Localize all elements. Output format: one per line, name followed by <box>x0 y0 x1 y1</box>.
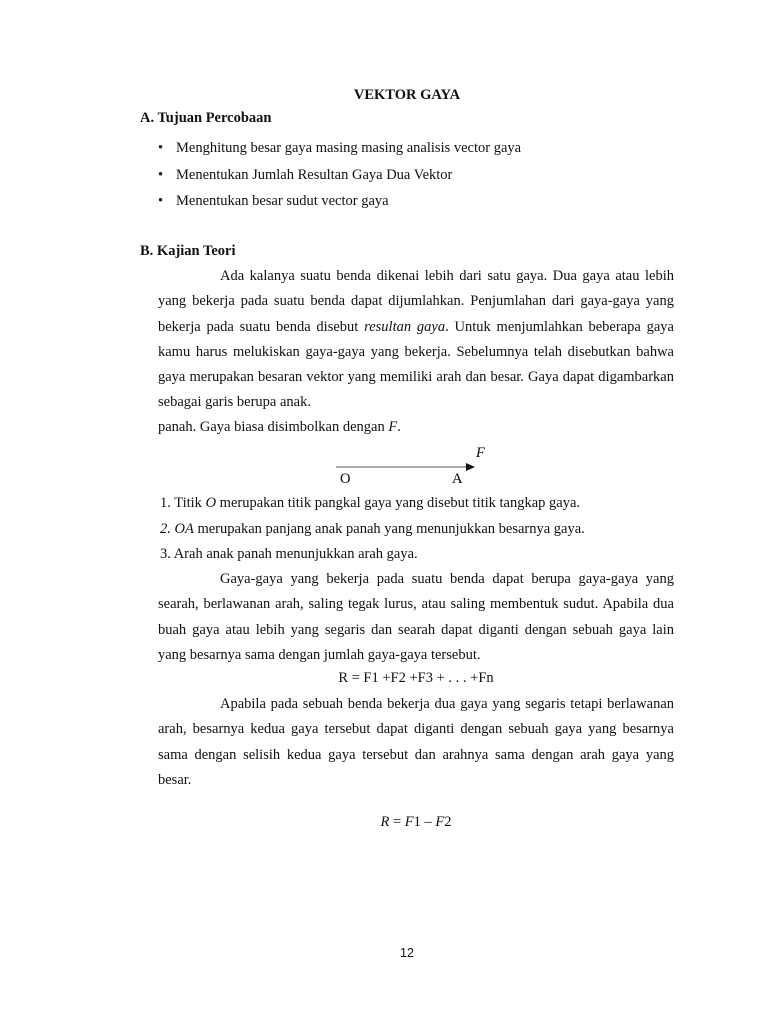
paragraph-3 <box>158 692 674 793</box>
formula-index: 2 <box>444 814 452 830</box>
paragraph-text: . Untuk menjumlahkan beberapa gaya kamu harus melukiskan gaya-gaya yang bekerja. Sebelumnya telah disebutkan bahwa gaya merupakan besaran vektor yang memiliki arah dan besar. Gaya dapat digambarkan sebagai garis berupa anak. <box>158 318 674 411</box>
force-symbol: F <box>388 419 398 435</box>
paragraph-text: panah. Gaya biasa disimbolkan dengan <box>158 419 389 435</box>
arrowhead-icon <box>466 463 475 471</box>
formula-sum: R = F1 +F2 +F3 + . . . +Fn <box>338 670 494 686</box>
paragraph-1-continuation <box>158 419 401 436</box>
page-title: VEKTOR GAYA <box>353 87 461 103</box>
item-text: merupakan panjang anak panah yang menunjukkan besarnya gaya. <box>193 520 585 537</box>
formula-symbol: R <box>380 814 390 830</box>
item-text: Arah anak panah menunjukkan arah gaya. <box>173 546 418 562</box>
page-number: 12 <box>400 946 414 960</box>
item-symbol: O <box>205 495 217 511</box>
force-label: F <box>476 445 485 461</box>
paragraph-text: Gaya-gaya yang bekerja pada suatu benda dapat berupa gaya-gaya yang searah, berlawanan arah, saling tegak lurus, atau saling membentuk sudut. Apabila dua buah gaya atau lebih yang segaris dan searah dapat diganti dengan sebuah gaya lain yang besarnya sama dengan jumlah gaya-gaya tersebut. <box>158 571 674 663</box>
list-item <box>160 542 585 568</box>
item-number: 1. <box>160 495 175 511</box>
item-text: merupakan titik pangkal gaya yang disebut titik tangkap gaya. <box>216 495 581 511</box>
emphasis-term: resultan gaya <box>364 318 446 335</box>
origin-label: O <box>340 471 351 487</box>
paragraph-1 <box>158 264 674 416</box>
force-vector-diagram <box>330 440 490 490</box>
list-item: • Menghitung besar gaya masing masing analisis vector gaya <box>158 136 521 163</box>
list-item <box>160 491 585 517</box>
list-item: • Menentukan Jumlah Resultan Gaya Dua Vektor <box>158 163 521 190</box>
item-text: Titik <box>174 495 206 511</box>
formula-symbol: F <box>435 814 445 830</box>
paragraph-text: . <box>397 419 401 435</box>
numbered-list <box>160 491 585 568</box>
formula-operator: = <box>389 814 405 830</box>
objectives-list <box>158 136 521 216</box>
item-number: 3. <box>160 546 174 562</box>
formula-symbol: F <box>404 814 414 830</box>
paragraph-text: Ada kalanya suatu benda dikenai lebih dari satu gaya. Dua gaya atau lebih yang bekerja pada suatu benda dapat dijumlahkan. Penjumlahan dari gaya-gaya yang bekerja pada suatu benda disebut <box>158 268 674 335</box>
item-symbol: OA <box>174 520 194 537</box>
endpoint-label: A <box>452 471 463 487</box>
formula-difference <box>0 814 768 831</box>
paragraph-2 <box>158 567 674 668</box>
list-item <box>160 517 585 543</box>
section-a-heading: A. Tujuan Percobaan <box>140 110 272 126</box>
formula-index: 1 <box>413 814 421 830</box>
item-number: 2. <box>160 520 175 537</box>
paragraph-text: Apabila pada sebuah benda bekerja dua gaya yang segaris tetapi berlawanan arah, besarnya kedua gaya tersebut dapat diganti dengan sebuah gaya yang besarnya sama dengan selisih kedua gaya tersebut dan arahnya sama dengan arah gaya yang besar. <box>158 696 674 788</box>
section-b-heading: B. Kajian Teori <box>140 243 236 259</box>
formula-operator: – <box>420 814 436 830</box>
list-item: • Menentukan besar sudut vector gaya <box>158 189 521 216</box>
